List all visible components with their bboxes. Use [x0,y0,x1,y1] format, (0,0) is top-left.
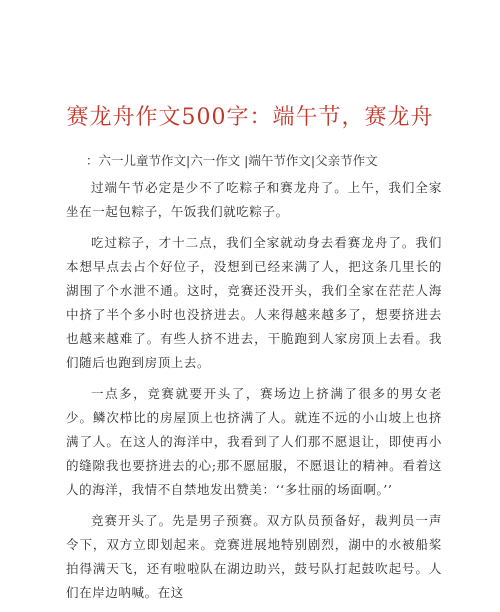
paragraph: 一点多，竞赛就要开头了，赛场边上挤满了很多的男女老少。鳞次栉比的房屋顶上也挤满了人。就连不远的小山坡上也挤满了人。在这人的海洋中，我看到了人们那不愿退让，即使再小的缝隙我也要挤进去的心;那不愿屈服，不愿退让的精神。看着这人的海洋，我情不自禁地发出赞美：‘‘多壮丽的场面啊。’’ [66,386,442,497]
paragraph: 吃过粽子，才十二点，我们全家就动身去看赛龙舟了。我们本想早点去占个好位子，没想到已经来满了人，把这条几里长的湖围了个水泄不通。这时，竞赛还没开头，我们全家在茫茫人海中挤了半个多小时也没挤进去。人来得越来越多了，想要挤进去也越来越难了。有些人挤不进去，干脆跑到人家房顶上去看。我们随后也跑到房顶上去。 [66,235,442,370]
category-tags: ：六一儿童节作文|六一作文 |端午节作文|父亲节作文 [86,153,378,168]
paragraph: 过端午节必定是少不了吃粽子和赛龙舟了。上午，我们全家坐在一起包粽子，午饭我们就吃粽子。 [66,180,442,219]
article-title: 赛龙舟作文500字：端午节，赛龙舟 [66,105,434,130]
paragraph: 竞赛开头了。先是男子预赛。双方队员预备好，裁判员一声令下，双方立即划起来。竞赛进展地特别剧烈，湖中的水被船桨拍得满天飞，还有啦啦队在湖边助兴，鼓号队打起鼓吹起号。人们在岸边呐喊。在这 [66,513,442,600]
article-body [66,176,442,612]
